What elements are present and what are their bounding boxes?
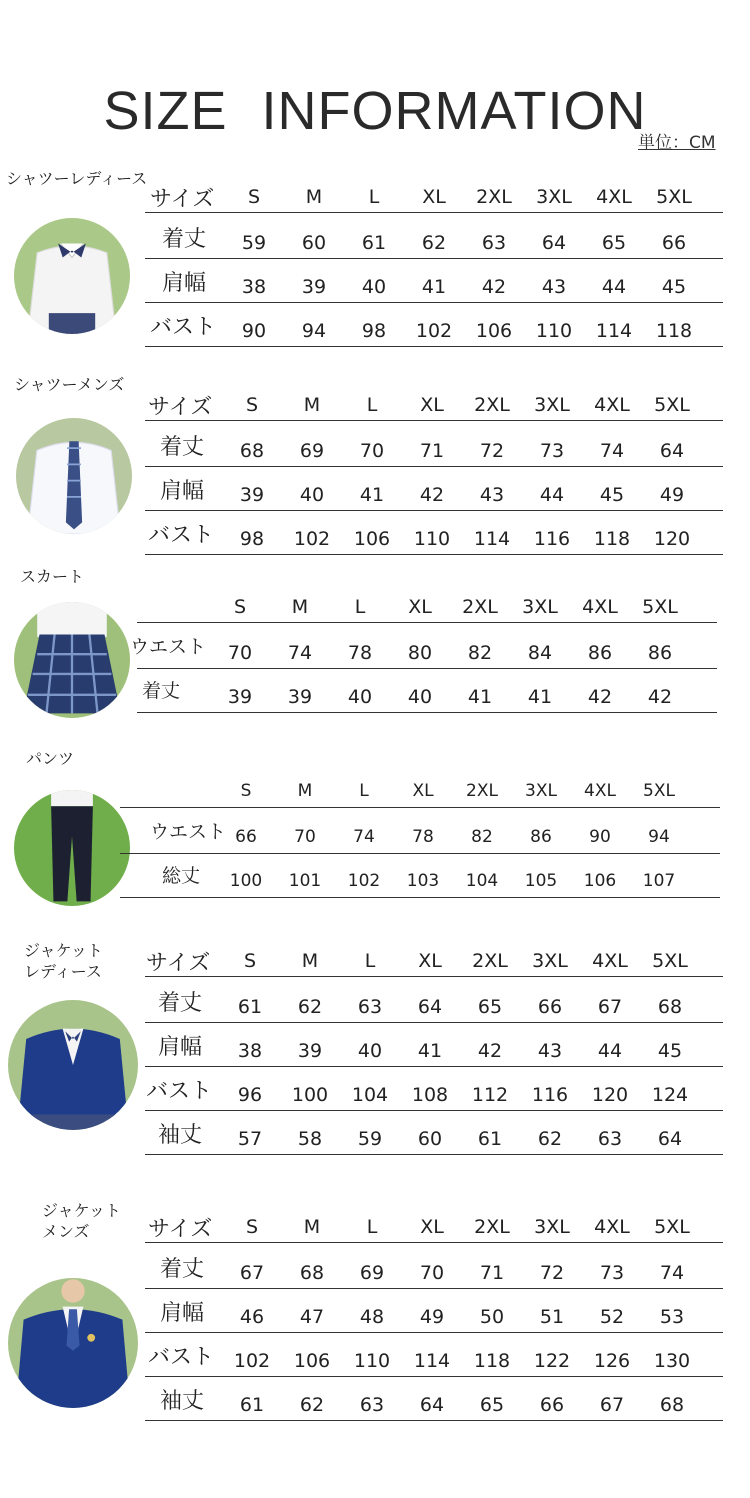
measure-value: 60 (417, 1128, 443, 1150)
measure-value: 45 (599, 484, 625, 506)
page-title: SIZE INFORMATION (103, 81, 647, 141)
measure-value: 64 (417, 996, 443, 1018)
measure-value: 63 (597, 1128, 623, 1150)
measure-value: 124 (651, 1084, 689, 1106)
measure-value: 103 (406, 871, 440, 891)
measure-label: 着丈 (142, 680, 181, 702)
measure-value: 57 (237, 1128, 263, 1150)
measure-value: 126 (593, 1350, 631, 1372)
measure-value: 58 (297, 1128, 323, 1150)
measure-value: 118 (473, 1350, 511, 1372)
measure-value: 82 (471, 827, 493, 847)
measure-label: 肩幅 (162, 271, 207, 296)
measure-value: 41 (417, 1040, 443, 1062)
measure-value: 110 (535, 320, 573, 342)
measure-value: 84 (527, 642, 553, 664)
row-divider (145, 1420, 723, 1421)
measure-value: 82 (467, 642, 493, 664)
measure-value: 73 (539, 440, 565, 462)
measure-value: 64 (659, 440, 685, 462)
size-header-cell: S (240, 781, 252, 801)
measure-value: 66 (235, 827, 257, 847)
size-header-cell: M (303, 1216, 321, 1238)
measure-value: 106 (475, 320, 513, 342)
size-header-cell: XL (418, 950, 442, 972)
measure-value: 42 (477, 1040, 503, 1062)
measure-value: 63 (359, 1394, 385, 1416)
measure-value: 86 (530, 827, 552, 847)
product-photo (8, 1278, 138, 1408)
measure-value: 74 (599, 440, 625, 462)
measure-value: 94 (301, 320, 327, 342)
section-label: パンツ (26, 749, 75, 768)
size-header-cell: XL (420, 394, 444, 416)
size-header-cell: L (354, 596, 366, 618)
measure-value: 118 (593, 528, 631, 550)
section-label: スカート (20, 567, 85, 586)
measure-value: 50 (479, 1306, 505, 1328)
measure-value: 44 (539, 484, 565, 506)
measure-label: 袖丈 (158, 1123, 203, 1148)
section-label: シャツーメンズ (14, 375, 125, 394)
size-header-cell: M (305, 186, 323, 208)
measure-value: 63 (481, 232, 507, 254)
measure-label: 肩幅 (158, 1035, 203, 1060)
measure-value: 41 (421, 276, 447, 298)
row-divider (145, 1288, 723, 1289)
measure-value: 61 (237, 996, 263, 1018)
measure-value: 43 (541, 276, 567, 298)
measure-value: 104 (465, 871, 499, 891)
size-header-cell: XL (412, 781, 434, 801)
measure-label: 着丈 (160, 1257, 205, 1282)
measure-value: 65 (479, 1394, 505, 1416)
measure-value: 106 (293, 1350, 331, 1372)
measure-value: 116 (533, 528, 571, 550)
measure-value: 106 (583, 871, 617, 891)
measure-value: 71 (419, 440, 445, 462)
size-header-cell: 2XL (474, 1216, 510, 1238)
measure-value: 41 (359, 484, 385, 506)
measure-value: 114 (413, 1350, 451, 1372)
row-divider (145, 1154, 723, 1155)
measure-value: 62 (421, 232, 447, 254)
size-header-cell: M (301, 950, 319, 972)
measure-value: 43 (537, 1040, 563, 1062)
size-header-label: サイズ (148, 1217, 213, 1242)
measure-label: バスト (148, 1345, 215, 1370)
size-header-cell: S (233, 596, 247, 618)
size-header-cell: 3XL (525, 781, 557, 801)
size-header-cell: 2XL (462, 596, 498, 618)
measure-value: 65 (477, 996, 503, 1018)
measure-value: 42 (419, 484, 445, 506)
measure-value: 80 (407, 642, 433, 664)
measure-value: 78 (347, 642, 373, 664)
measure-value: 112 (471, 1084, 509, 1106)
product-photo (14, 790, 130, 906)
measure-value: 39 (301, 276, 327, 298)
row-divider (145, 554, 723, 555)
measure-value: 40 (361, 276, 387, 298)
measure-value: 63 (357, 996, 383, 1018)
measure-value: 100 (291, 1084, 329, 1106)
measure-label: 袖丈 (160, 1389, 205, 1414)
measure-value: 67 (599, 1394, 625, 1416)
measure-value: 73 (599, 1262, 625, 1284)
size-header-cell: 4XL (582, 596, 618, 618)
size-header-cell: 5XL (656, 186, 692, 208)
measure-value: 42 (481, 276, 507, 298)
size-header-label: サイズ (146, 951, 211, 976)
measure-value: 51 (539, 1306, 565, 1328)
row-divider (145, 466, 723, 467)
measure-value: 86 (587, 642, 613, 664)
measure-label: 着丈 (162, 227, 207, 252)
measure-label: 総丈 (162, 865, 201, 887)
measure-value: 118 (655, 320, 693, 342)
measure-label: バスト (146, 1079, 213, 1104)
size-header-cell: 5XL (652, 950, 688, 972)
measure-value: 70 (227, 642, 253, 664)
size-header-cell: M (303, 394, 321, 416)
size-header-label: サイズ (148, 395, 213, 420)
measure-value: 69 (299, 440, 325, 462)
measure-value: 45 (657, 1040, 683, 1062)
measure-value: 100 (229, 871, 263, 891)
product-photo (16, 418, 132, 534)
measure-value: 67 (239, 1262, 265, 1284)
measure-label: バスト (150, 315, 217, 340)
size-header-cell: 4XL (584, 781, 616, 801)
measure-value: 90 (241, 320, 267, 342)
size-header-cell: XL (420, 1216, 444, 1238)
measure-value: 68 (239, 440, 265, 462)
row-divider (145, 1332, 723, 1333)
measure-value: 98 (361, 320, 387, 342)
measure-value: 62 (299, 1394, 325, 1416)
measure-value: 59 (241, 232, 267, 254)
measure-label: ウエスト (150, 821, 227, 843)
measure-value: 49 (419, 1306, 445, 1328)
size-header-cell: 3XL (534, 1216, 570, 1238)
section-label: シャツーレディース (6, 169, 148, 188)
measure-value: 107 (642, 871, 676, 891)
measure-value: 39 (239, 484, 265, 506)
measure-value: 104 (351, 1084, 389, 1106)
size-header-cell: S (247, 186, 261, 208)
measure-value: 70 (359, 440, 385, 462)
measure-value: 44 (601, 276, 627, 298)
measure-value: 64 (419, 1394, 445, 1416)
measure-value: 70 (419, 1262, 445, 1284)
row-divider (145, 1066, 723, 1067)
measure-value: 102 (293, 528, 331, 550)
measure-value: 49 (659, 484, 685, 506)
row-divider (137, 668, 717, 669)
measure-value: 71 (479, 1262, 505, 1284)
measure-value: 40 (357, 1040, 383, 1062)
unit-label: 単位：CM (638, 133, 716, 153)
measure-value: 62 (297, 996, 323, 1018)
measure-value: 46 (239, 1306, 265, 1328)
header-divider (145, 976, 723, 977)
size-header-cell: XL (408, 596, 432, 618)
measure-value: 59 (357, 1128, 383, 1150)
size-header-cell: L (359, 781, 369, 801)
measure-value: 61 (361, 232, 387, 254)
measure-value: 39 (287, 686, 313, 708)
measure-value: 38 (237, 1040, 263, 1062)
size-header-cell: L (366, 394, 378, 416)
measure-value: 105 (524, 871, 558, 891)
measure-value: 114 (595, 320, 633, 342)
measure-value: 130 (653, 1350, 691, 1372)
size-header-cell: 2XL (466, 781, 498, 801)
row-divider (145, 510, 723, 511)
size-header-cell: S (243, 950, 257, 972)
header-divider (120, 807, 720, 808)
measure-label: 着丈 (160, 435, 205, 460)
measure-value: 66 (539, 1394, 565, 1416)
header-divider (145, 1242, 723, 1243)
product-photo (14, 602, 130, 718)
measure-value: 42 (647, 686, 673, 708)
measure-value: 40 (407, 686, 433, 708)
measure-value: 120 (591, 1084, 629, 1106)
measure-value: 114 (473, 528, 511, 550)
row-divider (145, 302, 723, 303)
measure-value: 86 (647, 642, 673, 664)
measure-value: 110 (413, 528, 451, 550)
size-header-cell: M (291, 596, 309, 618)
measure-value: 74 (353, 827, 375, 847)
measure-value: 102 (233, 1350, 271, 1372)
size-header-cell: 4XL (592, 950, 628, 972)
measure-value: 64 (541, 232, 567, 254)
size-header-cell: 3XL (536, 186, 572, 208)
measure-value: 47 (299, 1306, 325, 1328)
measure-value: 106 (353, 528, 391, 550)
measure-value: 102 (415, 320, 453, 342)
product-photo (8, 1000, 138, 1130)
size-header-cell: 2XL (472, 950, 508, 972)
measure-value: 52 (599, 1306, 625, 1328)
measure-value: 68 (299, 1262, 325, 1284)
measure-value: 41 (527, 686, 553, 708)
measure-value: 69 (359, 1262, 385, 1284)
row-divider (145, 258, 723, 259)
measure-value: 101 (288, 871, 322, 891)
measure-value: 108 (411, 1084, 449, 1106)
size-header-cell: 5XL (642, 596, 678, 618)
row-divider (120, 897, 720, 898)
size-header-cell: L (366, 1216, 378, 1238)
header-divider (145, 420, 723, 421)
measure-value: 102 (347, 871, 381, 891)
measure-value: 48 (359, 1306, 385, 1328)
measure-value: 61 (239, 1394, 265, 1416)
measure-value: 40 (299, 484, 325, 506)
measure-value: 64 (657, 1128, 683, 1150)
size-header-cell: 5XL (654, 394, 690, 416)
measure-value: 72 (479, 440, 505, 462)
size-header-cell: 3XL (532, 950, 568, 972)
section-label: ジャケット メンズ (42, 1201, 121, 1241)
measure-value: 74 (659, 1262, 685, 1284)
size-header-cell: 4XL (594, 1216, 630, 1238)
size-header-cell: 4XL (596, 186, 632, 208)
measure-value: 40 (347, 686, 373, 708)
size-header-cell: 2XL (474, 394, 510, 416)
measure-value: 66 (661, 232, 687, 254)
measure-value: 90 (589, 827, 611, 847)
measure-label: 肩幅 (160, 479, 205, 504)
row-divider (137, 712, 717, 713)
size-header-cell: 4XL (594, 394, 630, 416)
size-header-cell: S (245, 1216, 259, 1238)
size-header-cell: 2XL (476, 186, 512, 208)
measure-value: 43 (479, 484, 505, 506)
measure-value: 39 (227, 686, 253, 708)
measure-label: 肩幅 (160, 1301, 205, 1326)
measure-value: 45 (661, 276, 687, 298)
header-divider (145, 212, 723, 213)
measure-value: 44 (597, 1040, 623, 1062)
size-header-cell: 3XL (534, 394, 570, 416)
size-header-cell: L (368, 186, 380, 208)
measure-value: 42 (587, 686, 613, 708)
size-header-cell: 5XL (654, 1216, 690, 1238)
measure-value: 98 (239, 528, 265, 550)
measure-value: 96 (237, 1084, 263, 1106)
measure-value: 66 (537, 996, 563, 1018)
measure-value: 41 (467, 686, 493, 708)
measure-value: 61 (477, 1128, 503, 1150)
size-header-cell: S (245, 394, 259, 416)
measure-value: 68 (659, 1394, 685, 1416)
measure-value: 67 (597, 996, 623, 1018)
measure-value: 39 (297, 1040, 323, 1062)
measure-value: 116 (531, 1084, 569, 1106)
measure-label: 着丈 (158, 991, 203, 1016)
measure-value: 62 (537, 1128, 563, 1150)
measure-value: 60 (301, 232, 327, 254)
size-header-label: サイズ (150, 187, 215, 212)
measure-value: 74 (287, 642, 313, 664)
measure-value: 38 (241, 276, 267, 298)
section-label: ジャケット レディース (24, 941, 103, 981)
row-divider (145, 1376, 723, 1377)
size-header-cell: 3XL (522, 596, 558, 618)
size-header-cell: L (364, 950, 376, 972)
measure-value: 65 (601, 232, 627, 254)
measure-value: 78 (412, 827, 434, 847)
measure-value: 68 (657, 996, 683, 1018)
row-divider (145, 1022, 723, 1023)
measure-label: バスト (148, 523, 215, 548)
measure-label: ウエスト (130, 636, 207, 658)
measure-value: 122 (533, 1350, 571, 1372)
measure-value: 120 (653, 528, 691, 550)
header-divider (137, 622, 717, 623)
row-divider (120, 853, 720, 854)
size-header-cell: 5XL (643, 781, 675, 801)
measure-value: 94 (648, 827, 670, 847)
measure-value: 110 (353, 1350, 391, 1372)
measure-value: 72 (539, 1262, 565, 1284)
measure-value: 53 (659, 1306, 685, 1328)
measure-value: 70 (294, 827, 316, 847)
size-header-cell: XL (422, 186, 446, 208)
row-divider (145, 346, 723, 347)
size-header-cell: M (297, 781, 313, 801)
product-photo (14, 218, 130, 334)
row-divider (145, 1110, 723, 1111)
